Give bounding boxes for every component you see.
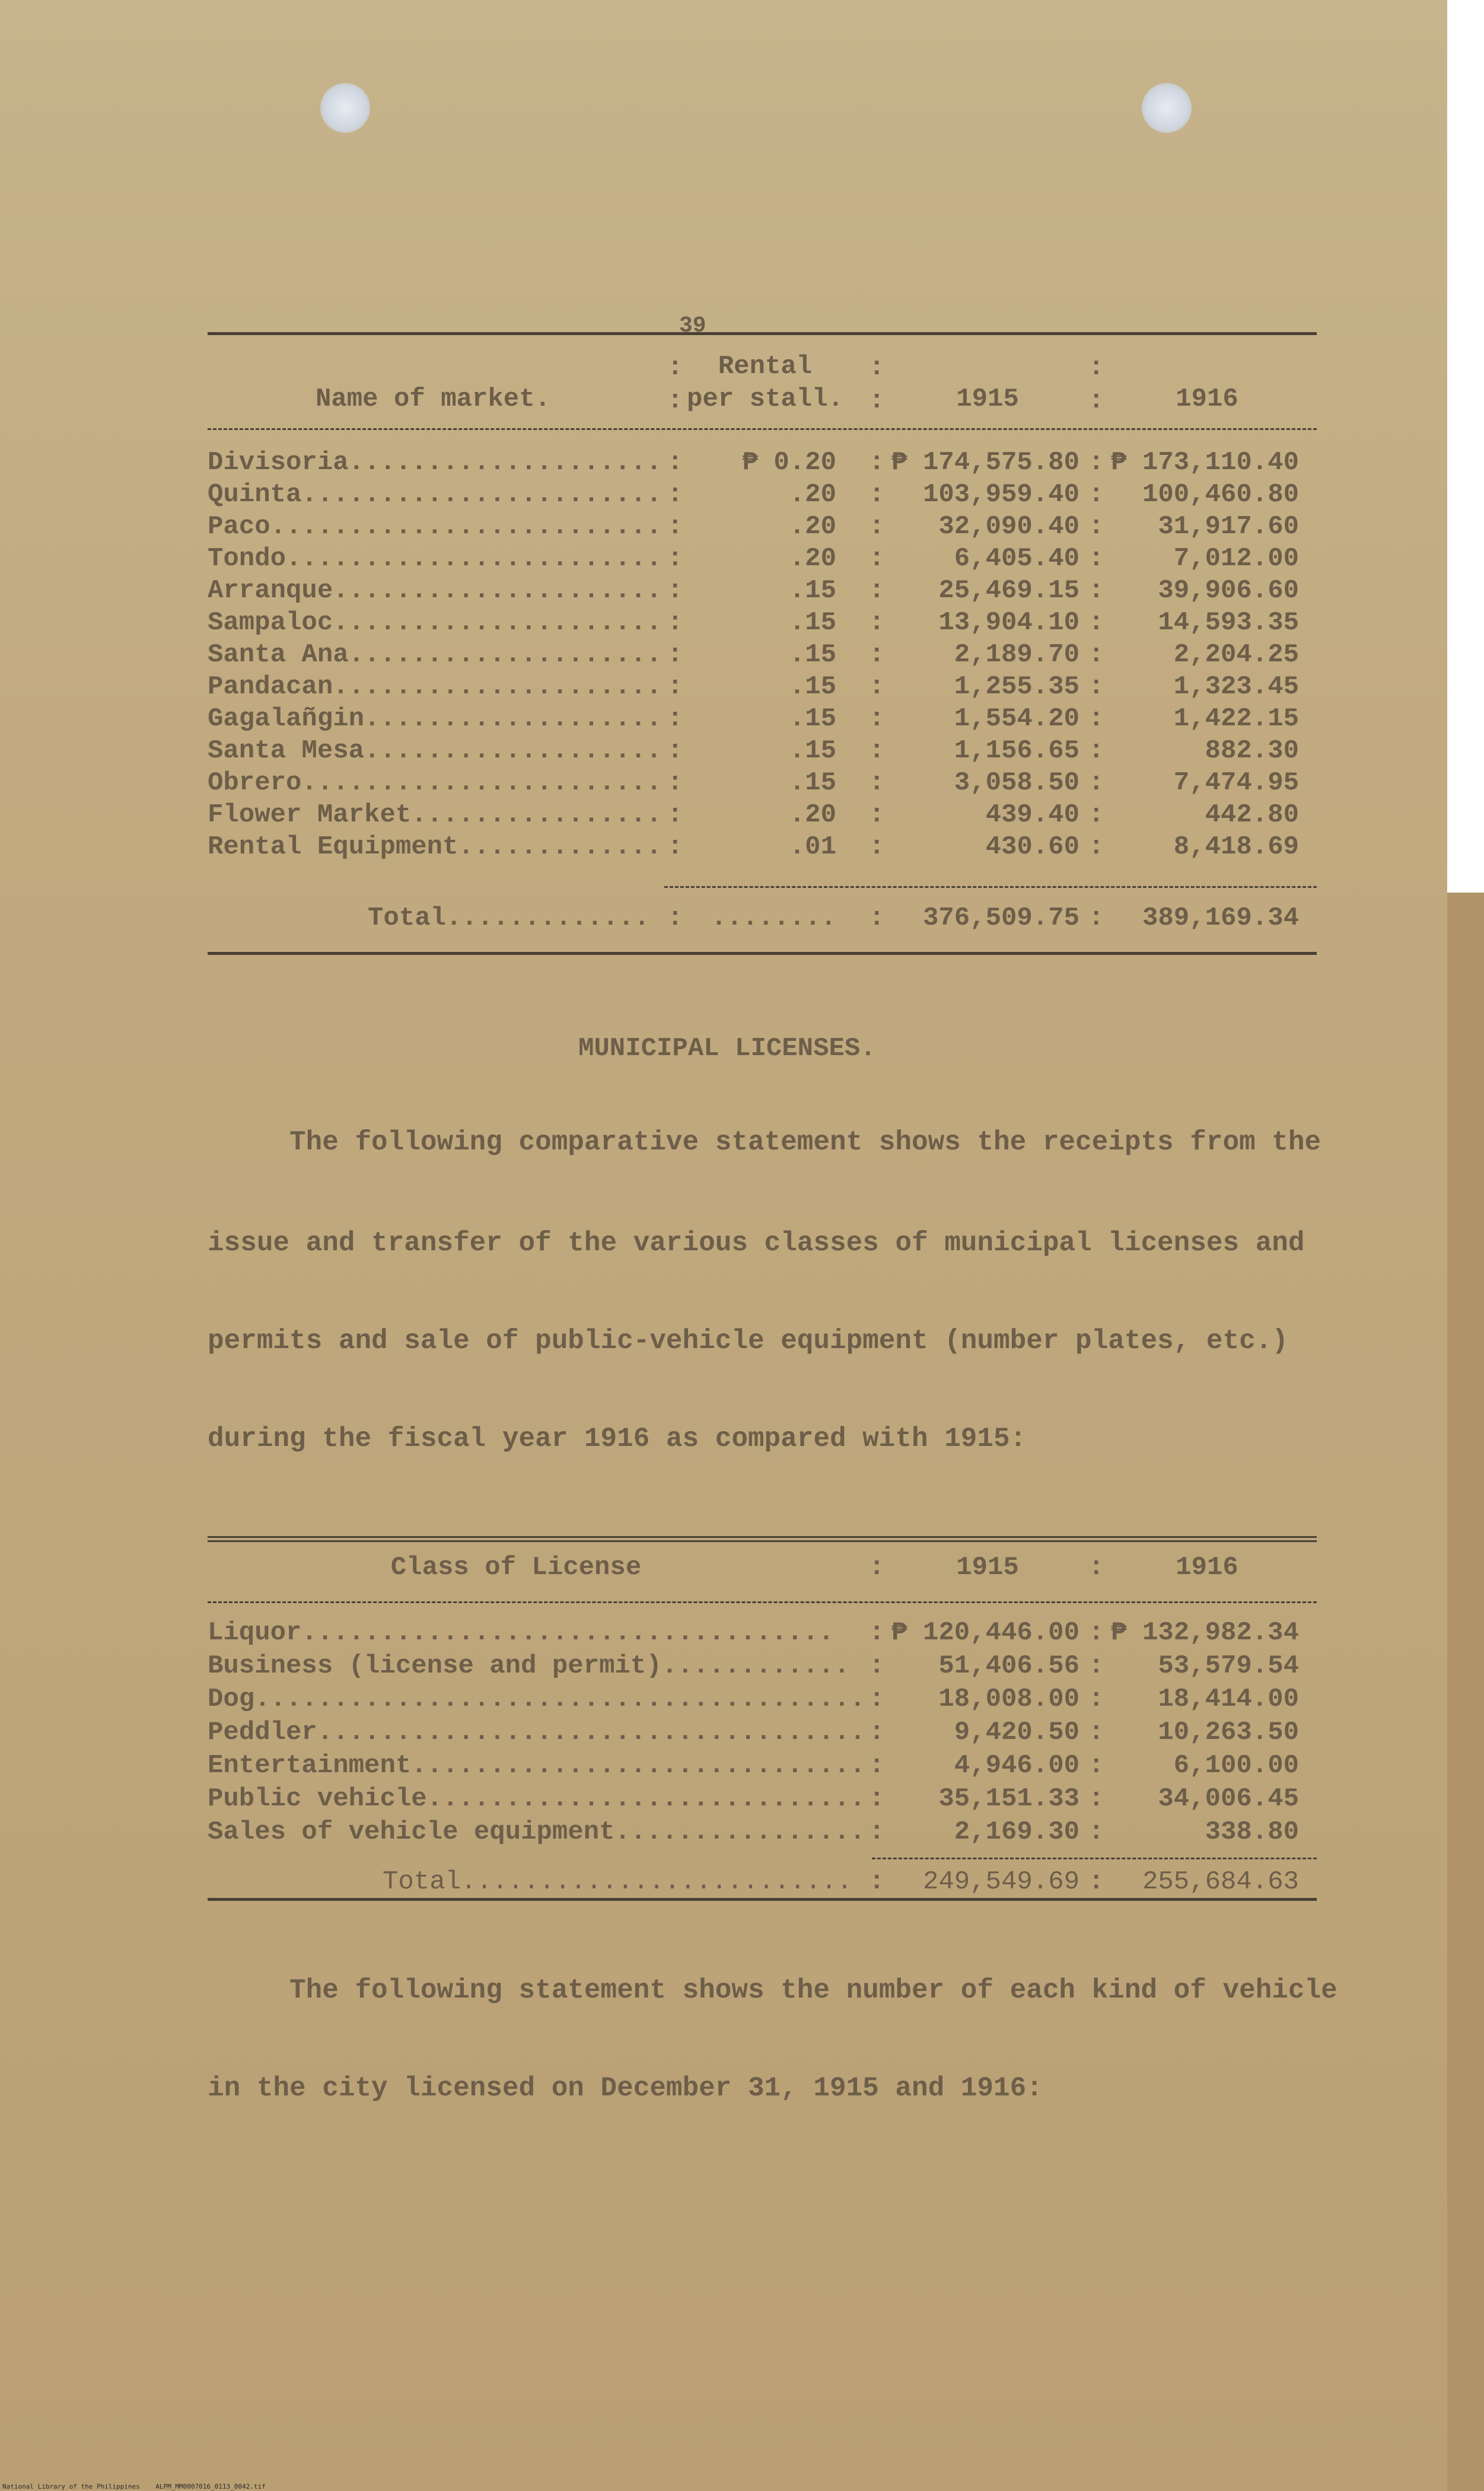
market-1915: ₱ 174,575.80 [891, 448, 1079, 477]
market-rental: .15 [789, 704, 836, 734]
market-name: Sampaloc..................... [208, 608, 662, 638]
punch-hole-left [320, 83, 370, 133]
row-separator: : [667, 576, 683, 606]
row-separator: : [869, 480, 885, 509]
licenses-paragraph-line-3: permits and sale of public-vehicle equipment (number plates, etc.) [208, 1326, 1288, 1356]
license-table-bottom-rule [208, 1898, 1317, 1901]
header-separators: : : [667, 353, 683, 416]
market-total-1916: 389,169.34 [1142, 903, 1299, 933]
market-name: Tondo........................ [208, 544, 662, 574]
license-1915: 18,008.00 [938, 1684, 1079, 1714]
row-separator: : [667, 704, 683, 734]
market-1916: ₱ 173,110.40 [1111, 448, 1299, 477]
row-separator: : [667, 448, 683, 477]
market-rental: .20 [789, 480, 836, 509]
licenses-paragraph-line-1: The following comparative statement shows the receipts from the [208, 1127, 1321, 1158]
header-rental: Rental [718, 352, 813, 381]
license-1916: 18,414.00 [1158, 1684, 1299, 1714]
license-1916: ₱ 132,982.34 [1111, 1618, 1299, 1648]
license-1915: 4,946.00 [954, 1751, 1079, 1780]
license-1916: 34,006.45 [1158, 1784, 1299, 1814]
header-1915: 1915 [956, 384, 1019, 414]
market-1916: 31,917.60 [1158, 512, 1299, 541]
scan-margin-lower [1447, 893, 1484, 2491]
row-separator: : [667, 768, 683, 798]
market-1915: 1,156.65 [954, 736, 1079, 766]
market-rental: .20 [789, 800, 836, 830]
header-separators-2: : : [869, 353, 885, 416]
row-separator: : [869, 736, 885, 766]
market-name: Paco......................... [208, 512, 662, 541]
market-total-label: Total............. [368, 903, 650, 933]
page-number: 39 [679, 313, 706, 339]
row-separator: : [1088, 672, 1104, 702]
vehicles-paragraph-line-2: in the city licensed on December 31, 1915 and 1916: [208, 2073, 1043, 2104]
row-separator: : [1088, 704, 1104, 734]
market-1916: 39,906.60 [1158, 576, 1299, 606]
license-total-1915: 249,549.69 [922, 1867, 1079, 1897]
market-rental: .15 [789, 608, 836, 638]
license-1915: 2,169.30 [954, 1817, 1079, 1847]
row-separator: : [1088, 1784, 1104, 1814]
license-header-sep-2: : [1088, 1553, 1104, 1582]
row-separator: : [667, 608, 683, 638]
row-separator: : [1088, 480, 1104, 509]
market-name: Flower Market................ [208, 800, 662, 830]
row-separator: : [667, 480, 683, 509]
total-separators-2: : [869, 903, 885, 933]
market-rental: .20 [789, 512, 836, 541]
market-1915: 3,058.50 [954, 768, 1079, 798]
header-1916: 1916 [1176, 384, 1238, 414]
row-separator: : [869, 576, 885, 606]
row-separator: : [1088, 1684, 1104, 1714]
market-1915: 13,904.10 [938, 608, 1079, 638]
row-separator: : [869, 1684, 885, 1714]
license-header-sep: : [869, 1553, 885, 1582]
market-1915: 439.40 [985, 800, 1079, 830]
market-total-rental: ........ [711, 903, 836, 933]
license-total-sep: : [869, 1867, 885, 1897]
license-class: Business (license and permit)............ [208, 1651, 850, 1681]
market-name: Obrero....................... [208, 768, 662, 798]
market-1916: 100,460.80 [1142, 480, 1299, 509]
license-1916: 6,100.00 [1173, 1751, 1299, 1780]
market-rental: .15 [789, 736, 836, 766]
row-separator: : [1088, 1718, 1104, 1747]
market-rental: .15 [789, 640, 836, 670]
market-name: Divisoria.................... [208, 448, 662, 477]
market-1915: 25,469.15 [938, 576, 1079, 606]
market-name: Santa Mesa................... [208, 736, 662, 766]
market-1915: 103,959.40 [922, 480, 1079, 509]
row-separator: : [869, 1817, 885, 1847]
row-separator: : [1088, 608, 1104, 638]
row-separator: : [869, 704, 885, 734]
market-1915: 1,255.35 [954, 672, 1079, 702]
license-table-top-rule [208, 1536, 1317, 1542]
row-separator: : [869, 512, 885, 541]
licenses-paragraph-line-4: during the fiscal year 1916 as compared with 1915: [208, 1423, 1027, 1454]
market-1916: 442.80 [1205, 800, 1299, 830]
total-rule [664, 886, 1317, 888]
license-1915: 35,151.33 [938, 1784, 1079, 1814]
market-name: Arranque..................... [208, 576, 662, 606]
market-rental: .15 [789, 672, 836, 702]
license-header-1915: 1915 [956, 1553, 1019, 1582]
market-1916: 8,418.69 [1173, 832, 1299, 862]
market-1916: 7,474.95 [1173, 768, 1299, 798]
row-separator: : [1088, 1618, 1104, 1648]
row-separator: : [869, 672, 885, 702]
row-separator: : [1088, 800, 1104, 830]
license-1915: ₱ 120,446.00 [891, 1618, 1079, 1648]
market-rental: ₱ 0.20 [742, 448, 836, 477]
row-separator: : [667, 544, 683, 574]
market-rental: .01 [789, 832, 836, 862]
total-separators: : [667, 903, 683, 933]
vehicles-paragraph-line-1: The following statement shows the number of each kind of vehicle [208, 1975, 1337, 2006]
license-1916: 338.80 [1205, 1817, 1299, 1847]
row-separator: : [1088, 736, 1104, 766]
section-title: MUNICIPAL LICENSES. [578, 1034, 876, 1063]
market-1915: 2,189.70 [954, 640, 1079, 670]
scan-margin [1447, 0, 1484, 893]
row-separator: : [869, 1718, 885, 1747]
row-separator: : [1088, 448, 1104, 477]
row-separator: : [869, 1751, 885, 1780]
table-top-rule [208, 332, 1317, 335]
row-separator: : [1088, 1751, 1104, 1780]
row-separator: : [667, 640, 683, 670]
row-separator: : [1088, 512, 1104, 541]
row-separator: : [1088, 544, 1104, 574]
market-1916: 882.30 [1205, 736, 1299, 766]
row-separator: : [869, 832, 885, 862]
row-separator: : [869, 448, 885, 477]
row-separator: : [1088, 640, 1104, 670]
market-name: Gagalañgin................... [208, 704, 662, 734]
row-separator: : [869, 544, 885, 574]
market-1916: 2,204.25 [1173, 640, 1299, 670]
market-rental: .15 [789, 576, 836, 606]
row-separator: : [1088, 576, 1104, 606]
market-1915: 430.60 [985, 832, 1079, 862]
market-name: Quinta....................... [208, 480, 662, 509]
market-total-1915: 376,509.75 [922, 903, 1079, 933]
row-separator: : [869, 608, 885, 638]
market-1916: 1,422.15 [1173, 704, 1299, 734]
market-1915: 32,090.40 [938, 512, 1079, 541]
license-1916: 10,263.50 [1158, 1718, 1299, 1747]
row-separator: : [869, 640, 885, 670]
row-separator: : [869, 768, 885, 798]
market-rental: .20 [789, 544, 836, 574]
license-1915: 51,406.56 [938, 1651, 1079, 1681]
row-separator: : [1088, 768, 1104, 798]
row-separator: : [1088, 1817, 1104, 1847]
license-total-sep-2: : [1088, 1867, 1104, 1897]
row-separator: : [667, 512, 683, 541]
market-name: Pandacan..................... [208, 672, 662, 702]
license-header-rule [208, 1601, 1317, 1603]
license-class: Entertainment............................. [208, 1751, 865, 1780]
market-1915: 6,405.40 [954, 544, 1079, 574]
row-separator: : [1088, 832, 1104, 862]
row-separator: : [869, 1651, 885, 1681]
license-total-label: Total......................... [383, 1867, 853, 1897]
license-total-1916: 255,684.63 [1142, 1867, 1299, 1897]
market-name: Santa Ana.................... [208, 640, 662, 670]
market-1916: 1,323.45 [1173, 672, 1299, 702]
license-1916: 53,579.54 [1158, 1651, 1299, 1681]
row-separator: : [667, 672, 683, 702]
row-separator: : [667, 832, 683, 862]
row-separator: : [869, 1784, 885, 1814]
row-separator: : [667, 800, 683, 830]
license-class: Public vehicle............................ [208, 1784, 865, 1814]
license-class: Sales of vehicle equipment................ [208, 1817, 865, 1847]
header-market-name: Name of market. [315, 384, 551, 414]
market-1916: 7,012.00 [1173, 544, 1299, 574]
license-1915: 9,420.50 [954, 1718, 1079, 1747]
row-separator: : [869, 1618, 885, 1648]
market-1916: 14,593.35 [1158, 608, 1299, 638]
header-separators-3: : : [1088, 353, 1104, 416]
license-class: Dog....................................... [208, 1684, 865, 1714]
license-class: Peddler................................... [208, 1718, 865, 1747]
license-header-1916: 1916 [1176, 1553, 1238, 1582]
market-name: Rental Equipment............. [208, 832, 662, 862]
market-rental: .15 [789, 768, 836, 798]
license-class: Liquor.................................. [208, 1618, 835, 1648]
row-separator: : [1088, 1651, 1104, 1681]
archive-footer: National Library of the Philippines ALPM_MM0007016_0113_0042.tif [2, 2483, 266, 2490]
header-class-of-license: Class of License [390, 1553, 642, 1582]
table-bottom-rule [208, 952, 1317, 955]
header-rule [208, 428, 1317, 430]
row-separator: : [869, 800, 885, 830]
licenses-paragraph-line-2: issue and transfer of the various classes of municipal licenses and [208, 1228, 1305, 1259]
punch-hole-right [1142, 83, 1192, 133]
row-separator: : [667, 736, 683, 766]
license-total-rule [872, 1858, 1317, 1859]
total-separators-3: : [1088, 903, 1104, 933]
header-rental-per-stall: per stall. [686, 384, 844, 414]
market-1915: 1,554.20 [954, 704, 1079, 734]
